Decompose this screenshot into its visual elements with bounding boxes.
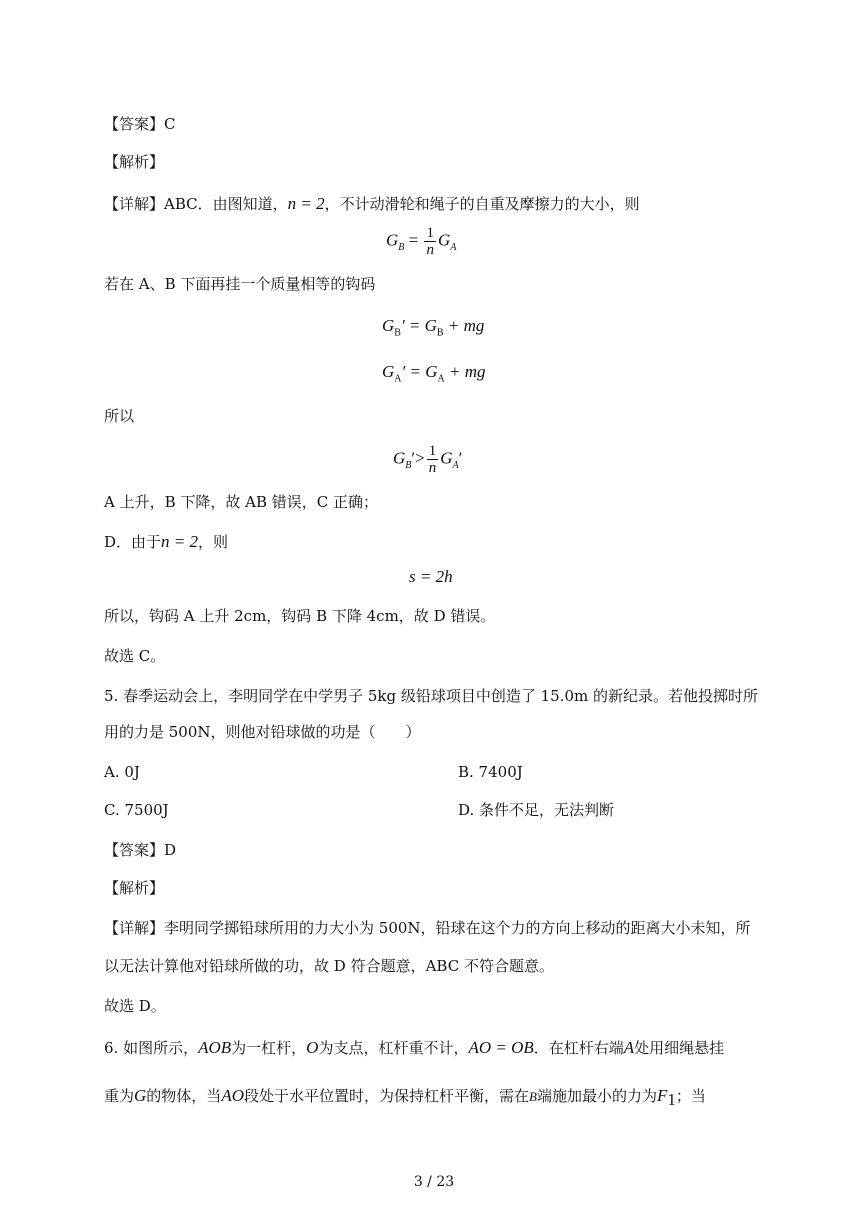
q5-choose-line: 故选 D。 <box>104 997 166 1015</box>
q6-text-3: 为支点，杠杆重不计， <box>318 1039 469 1057</box>
q6-l2-text-4: 端施加最小的力为 <box>536 1087 657 1105</box>
eq1-equals: = <box>404 230 423 250</box>
q6-stem-line-1 <box>104 1038 724 1058</box>
eq1-numerator: 1 <box>426 225 434 241</box>
eq4-rhs-sub: A <box>452 459 459 471</box>
detail-suffix: ，不计动滑轮和绳子的自重及摩擦力的大小，则 <box>324 195 640 213</box>
eq4-rhs: G <box>440 448 453 468</box>
equation-4 <box>393 443 462 476</box>
q5-option-d: D. 条件不足，无法判断 <box>458 801 615 819</box>
q6-l2-text-5: ；当 <box>675 1087 706 1105</box>
conclusion-abc: A 上升，B 下降，故 AB 错误，C 正确； <box>104 493 379 511</box>
eq4-tail: ′ <box>458 448 463 468</box>
d-result-line: 所以，钩码 A 上升 2cm，钩码 B 下降 4cm，故 D 错误。 <box>104 607 496 625</box>
q6-text-5: 处用细绳悬挂 <box>634 1039 725 1057</box>
equation-3 <box>382 362 485 389</box>
q6-math-o: O <box>306 1038 319 1057</box>
equation-5: s = 2h <box>409 567 453 586</box>
eq2-sub: B <box>394 327 401 339</box>
choose-line: 故选 C。 <box>104 647 166 665</box>
eq2-rest: ′ = G <box>400 316 437 335</box>
equation-1 <box>386 225 456 258</box>
eq3-tail: + mg <box>444 362 486 381</box>
page-separator: / <box>422 1174 437 1190</box>
q6-l2-text-3: 段处于水平位置时，为保持杠杆平衡，需在 <box>243 1087 529 1105</box>
eq1-rhs-sub: A <box>450 241 457 253</box>
eq1-lhs: G <box>386 230 399 250</box>
q5-answer-line: 【答案】D <box>104 841 177 859</box>
detail-line <box>104 194 640 214</box>
eq4-lhs: G <box>393 448 406 468</box>
q5-analysis-label: 【解析】 <box>104 879 165 897</box>
q6-math-a: A <box>623 1038 635 1057</box>
q5-stem-line-1: 5. 春季运动会上，李明同学在中学男子 5kg 级铅球项目中创造了 15.0m 的新纪录。若他投掷时所 <box>104 687 759 705</box>
eq4-numerator: 1 <box>428 443 437 459</box>
d-line <box>104 532 228 552</box>
eq3-rest: ′ = G <box>401 362 438 381</box>
d-prefix: D．由于 <box>104 533 162 551</box>
page-total: 23 <box>436 1174 455 1190</box>
q5-option-a: A. 0J <box>104 763 140 781</box>
q5-option-b: B. 7400J <box>458 763 523 781</box>
page-number <box>0 1174 868 1190</box>
detail-prefix: 【详解】ABC．由图知道， <box>104 195 288 213</box>
eq4-lhs-sub: B <box>405 459 412 471</box>
eq1-lhs-sub: B <box>398 241 405 253</box>
hang-line: 若在 A、B 下面再挂一个质量相等的钩码 <box>104 275 376 293</box>
eq3-g: G <box>382 362 395 381</box>
q6-l2-math-f-sub: 1 <box>667 1090 676 1109</box>
d-suffix: ，则 <box>198 533 229 551</box>
q5-detail-line-2: 以无法计算他对铅球所做的功，故 D 符合题意，ABC 不符合题意。 <box>104 957 554 975</box>
eq1-fraction <box>424 225 436 258</box>
eq1-denominator: n <box>426 242 434 258</box>
eq2-sub2: B <box>436 327 444 339</box>
q5-stem-line-2: 用的力是 500N，则他对铅球做的功是（ ） <box>104 723 421 741</box>
page-current: 3 <box>413 1174 423 1190</box>
eq4-operator: ′> <box>411 448 425 468</box>
q6-text-2: 为一杠杆， <box>231 1039 307 1057</box>
d-n-math: n = 2 <box>161 532 199 551</box>
equation-2 <box>382 316 484 343</box>
q6-math-ao-ob: AO = OB <box>468 1038 534 1057</box>
q6-stem-line-2 <box>104 1086 706 1110</box>
q5-option-c: C. 7500J <box>104 801 169 819</box>
eq3-sub2: A <box>437 373 445 385</box>
eq4-denominator: n <box>428 460 437 476</box>
q6-text-4: ．在杠杆右端 <box>533 1039 624 1057</box>
q6-l2-text-2: 的物体，当 <box>146 1087 222 1105</box>
q6-l2-math-g: G <box>134 1086 147 1105</box>
eq4-fraction <box>427 443 439 476</box>
q6-l2-math-f: F <box>656 1086 668 1105</box>
detail-n-math: n = 2 <box>287 194 325 213</box>
analysis-label: 【解析】 <box>104 153 165 171</box>
q6-l2-text-1: 重为 <box>104 1087 135 1105</box>
q6-l2-math-ao: AO <box>221 1086 244 1105</box>
eq2-g: G <box>382 316 395 335</box>
answer-line: 【答案】C <box>104 115 176 133</box>
eq1-rhs: G <box>437 230 451 250</box>
eq3-sub: A <box>394 373 402 385</box>
q5-detail-line-1: 【详解】李明同学掷铅球所用的力大小为 500N，铅球在这个力的方向上移动的距离大小未知，所 <box>104 919 751 937</box>
eq2-tail: + mg <box>443 316 485 335</box>
q6-text-1: 6. 如图所示， <box>104 1039 199 1057</box>
so-line: 所以 <box>104 407 135 425</box>
q6-math-aob: AOB <box>198 1038 232 1057</box>
q6-l2-math-b: B <box>529 1089 537 1104</box>
